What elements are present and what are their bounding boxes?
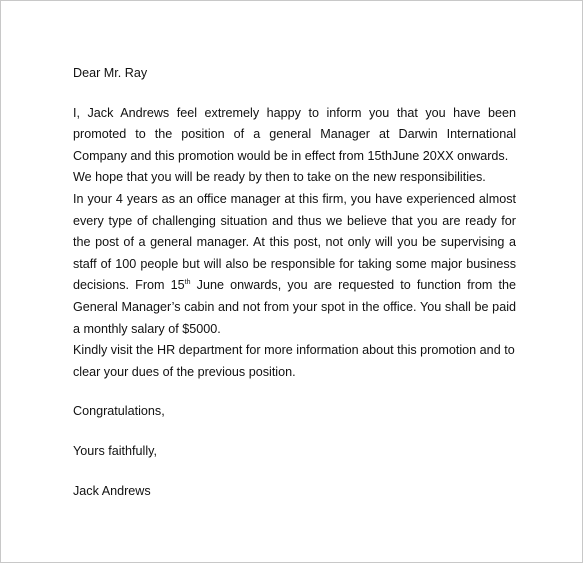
ordinal-superscript: th [184,279,191,287]
signature-name: Jack Andrews [73,483,151,498]
paragraph-experience [73,189,516,340]
paragraph-promotion: I, Jack Andrews feel extremely happy to inform you that you have been promoted to the position of a general Manager at Darwin International Company and this promotion would be in effect from 15thJune 20XX onwards. [73,105,516,163]
signoff-line: Yours faithfully, [73,443,158,458]
closing-line: Congratulations, [73,404,165,419]
paragraph-hr-department: Kindly visit the HR department for more information about this promotion and to clear your dues of the previous position. [73,343,515,379]
letter-content [73,103,516,384]
paragraph-experience-part-2: June onwards, you are requested to function from the General Manager’s cabin and not from your spot in the office. You shall be paid a monthly salary of $5000. [73,278,516,336]
paragraph-experience-part-1: In your 4 years as an office manager at this firm, you have experienced almost every type of challenging situation and thus we believe that you are ready for the post of a general manager. At this post, not only will you be supervising a staff of 100 people but will also be responsible for taking some major business decisions. From 15 [73,191,516,293]
paragraph-responsibilities: We hope that you will be ready by then to take on the new responsibilities. [73,170,486,185]
salutation: Dear Mr. Ray [73,66,148,80]
letter-body [73,63,516,502]
